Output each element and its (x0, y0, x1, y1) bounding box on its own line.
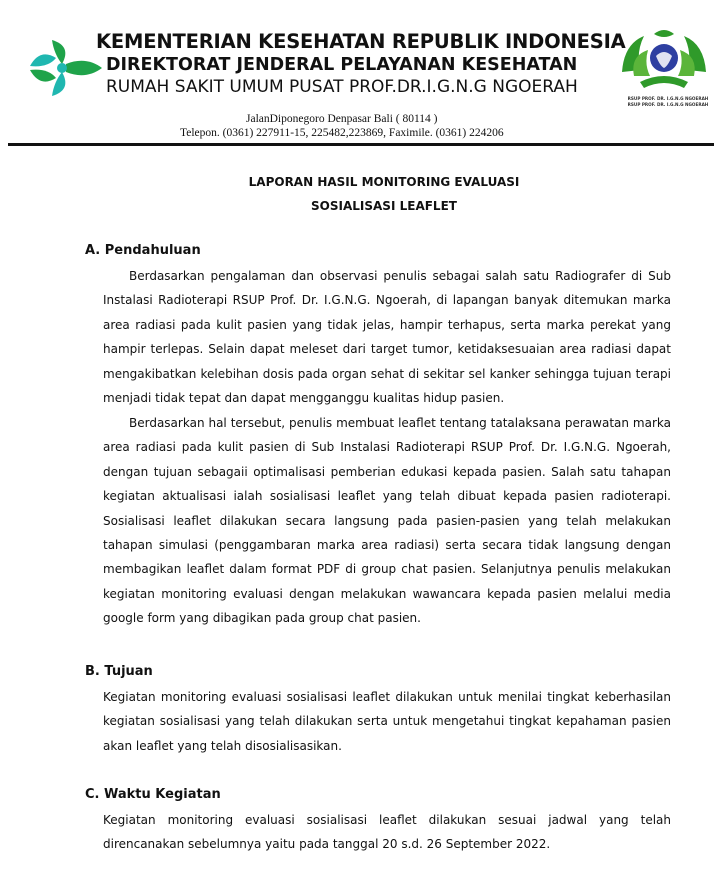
directorate-name: DIREKTORAT JENDERAL PELAYANAN KESEHATAN (106, 55, 578, 75)
logo-caption-2: RSUP PROF. DR. I.G.N.G NGOERAH (627, 102, 709, 107)
section-a-paragraph-1: Berdasarkan pengalaman dan observasi penulis sebagai salah satu Radiografer di Sub Instalasi Radioterapi RSUP Prof. Dr. I.G.N.G. Ngoerah, di lapangan banyak ditemukan marka area radiasi pada kulit pasien yang tidak jelas, hampir terhapus, serta marka perekat yang hampir terlepas. Selain dapat meleset dari target tumor, ketidaksesuaian area radiasi dapat mengakibatkan kelebihan dosis pada organ sehat di sekitar sel kanker sehingga tujuan terapi menjadi tidak tepat dan dapat mengganggu kualitas hidup pasien. (103, 269, 671, 406)
section-b-heading: B. Tujuan (85, 664, 153, 679)
hospital-name: RUMAH SAKIT UMUM PUSAT PROF.DR.I.G.N.G NGOERAH (106, 77, 578, 97)
report-title: LAPORAN HASIL MONITORING EVALUASI (248, 175, 520, 189)
header-divider (8, 143, 714, 146)
logo-caption-1: RSUP PROF. DR. I.G.N.G NGOERAH (627, 96, 709, 101)
section-b-paragraph: Kegiatan monitoring evaluasi sosialisasi leaflet dilakukan untuk menilai tingkat keberhasilan kegiatan sosialisasi yang telah dilakukan serta untuk mengetahui tingkat kepahaman pasien akan leaflet yang telah disosialisasikan. (103, 690, 671, 753)
address-line: JalanDiponegoro Denpasar Bali ( 80114 ) (246, 113, 438, 125)
phone-line: Telepon. (0361) 227911-15, 225482,223869, Faximile. (0361) 224206 (180, 127, 504, 139)
report-subtitle: SOSIALISASI LEAFLET (311, 199, 457, 213)
section-a-heading: A. Pendahuluan (85, 243, 201, 258)
section-a-paragraph-2: Berdasarkan hal tersebut, penulis membuat leaflet tentang tatalaksana perawatan marka area radiasi pada kulit pasien di Sub Instalasi Radioterapi RSUP Prof. Dr. I.G.N.G. Ngoerah, dengan tujuan sebagaii optimalisasi pemberian edukasi kepada pasien. Salah satu tahapan kegiatan aktualisasi ialah sosialisasi leaflet yang telah dibuat kepada pasien radioterapi. Sosialisasi leaflet dilakukan secara langsung pada pasien-pasien yang telah melakukan tahapan simulasi (penggambaran marka area radiasi) serta secara tidak langsung dengan membagikan leaflet dalam format PDF di group chat pasien. Selanjutnya penulis melakukan kegiatan monitoring evaluasi dengan melakukan wawancara kepada pasien melalui media google form yang dibagikan pada group chat pasien. (103, 416, 671, 626)
ministry-name: KEMENTERIAN KESEHATAN REPUBLIK INDONESIA (96, 30, 626, 53)
section-c-paragraph: Kegiatan monitoring evaluasi sosialisasi leaflet dilakukan sesuai jadwal yang telah direncanakan sebelumnya yaitu pada tanggal 20 s.d. 26 September 2022. (103, 813, 671, 852)
section-c-heading: C. Waktu Kegiatan (85, 787, 221, 802)
letterhead (0, 0, 720, 150)
